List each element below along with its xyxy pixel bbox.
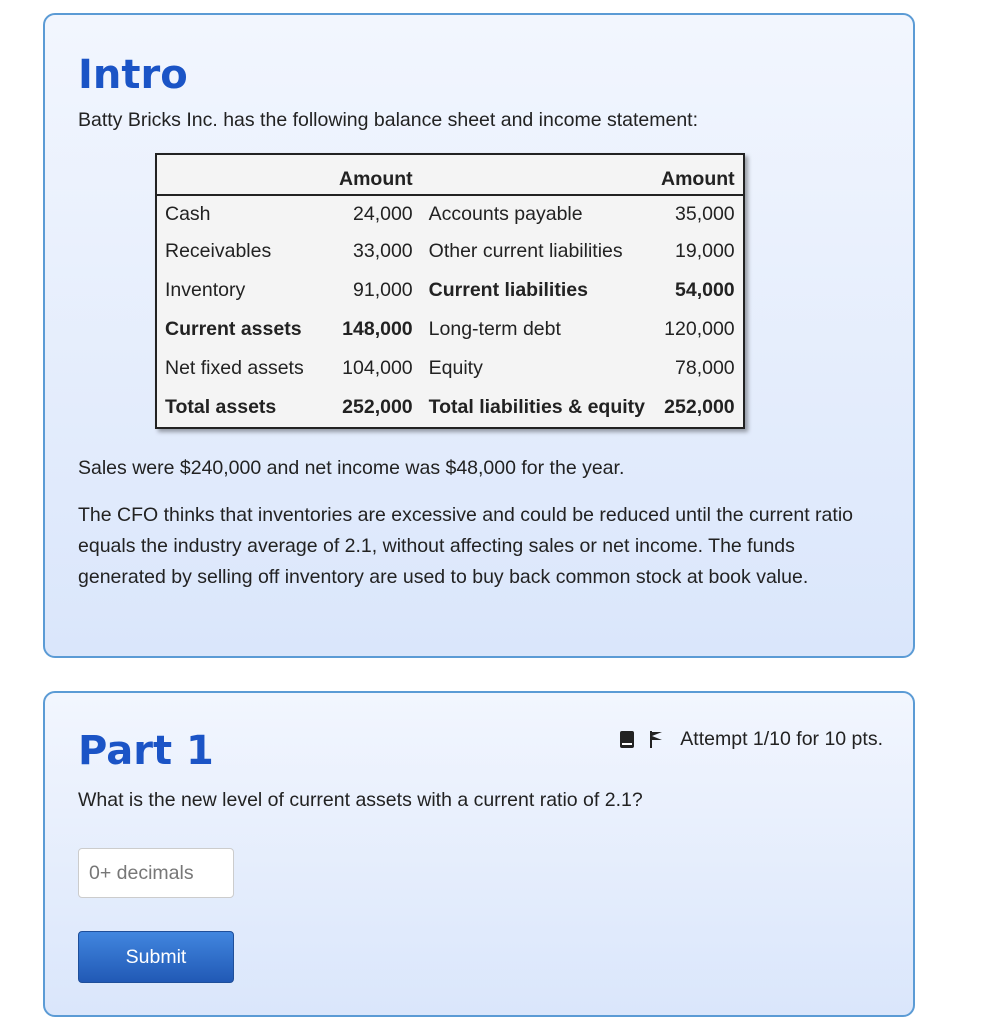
table-row xyxy=(156,195,744,232)
amount-header-right: Amount xyxy=(653,154,744,195)
asset-value: 24,000 xyxy=(353,202,413,225)
balance-sheet-table xyxy=(155,153,745,429)
liability-value: 120,000 xyxy=(664,318,735,340)
liability-label: Long-term debt xyxy=(428,318,561,340)
book-icon[interactable] xyxy=(620,731,634,748)
answer-input[interactable] xyxy=(78,848,234,898)
attempt-text: Attempt 1/10 for 10 pts. xyxy=(680,728,883,750)
cfo-text: The CFO thinks that inventories are excessive and could be reduced until the current ratio equals the industry average of 2.1, without affecting sales or net income. The funds generated by selling off inventory are used to buy back common stock at book value. xyxy=(78,504,853,588)
part1-card xyxy=(43,691,915,1017)
liability-label: Total liabilities & equity xyxy=(428,396,645,418)
asset-value: 33,000 xyxy=(353,240,413,262)
liability-label: Other current liabilities xyxy=(428,240,623,262)
part1-heading: Part 1 xyxy=(78,728,214,774)
intro-heading: Intro xyxy=(78,52,188,98)
flag-icon[interactable] xyxy=(650,731,664,748)
liability-label: Current liabilities xyxy=(428,279,588,301)
asset-label: Total assets xyxy=(165,396,277,418)
intro-description: Batty Bricks Inc. has the following balance sheet and income statement: xyxy=(78,109,699,131)
asset-label: Inventory xyxy=(165,279,246,301)
table-row xyxy=(156,271,744,310)
attempt-info xyxy=(620,728,883,751)
asset-label: Cash xyxy=(165,202,211,225)
table-header-row xyxy=(156,154,744,195)
asset-value: 148,000 xyxy=(342,318,413,340)
liability-value: 35,000 xyxy=(675,202,735,225)
amount-header-left: Amount xyxy=(331,154,421,195)
table-row xyxy=(156,388,744,428)
intro-card xyxy=(43,13,915,658)
table-row xyxy=(156,232,744,271)
question-text: What is the new level of current assets with a current ratio of 2.1? xyxy=(78,789,643,811)
liability-label: Accounts payable xyxy=(428,202,583,225)
liability-value: 252,000 xyxy=(664,396,735,418)
asset-label: Net fixed assets xyxy=(165,357,304,379)
liability-value: 78,000 xyxy=(675,357,735,379)
asset-label: Receivables xyxy=(165,240,272,262)
asset-value: 252,000 xyxy=(342,396,413,418)
asset-value: 104,000 xyxy=(342,357,413,379)
liability-value: 19,000 xyxy=(675,240,735,262)
asset-label: Current assets xyxy=(165,318,302,340)
table-row xyxy=(156,310,744,349)
liability-value: 54,000 xyxy=(675,279,735,301)
asset-value: 91,000 xyxy=(353,279,413,301)
submit-button[interactable]: Submit xyxy=(78,931,234,983)
liability-label: Equity xyxy=(428,357,483,379)
table-row xyxy=(156,349,744,388)
sales-text: Sales were $240,000 and net income was $48,000 for the year. xyxy=(78,457,625,479)
